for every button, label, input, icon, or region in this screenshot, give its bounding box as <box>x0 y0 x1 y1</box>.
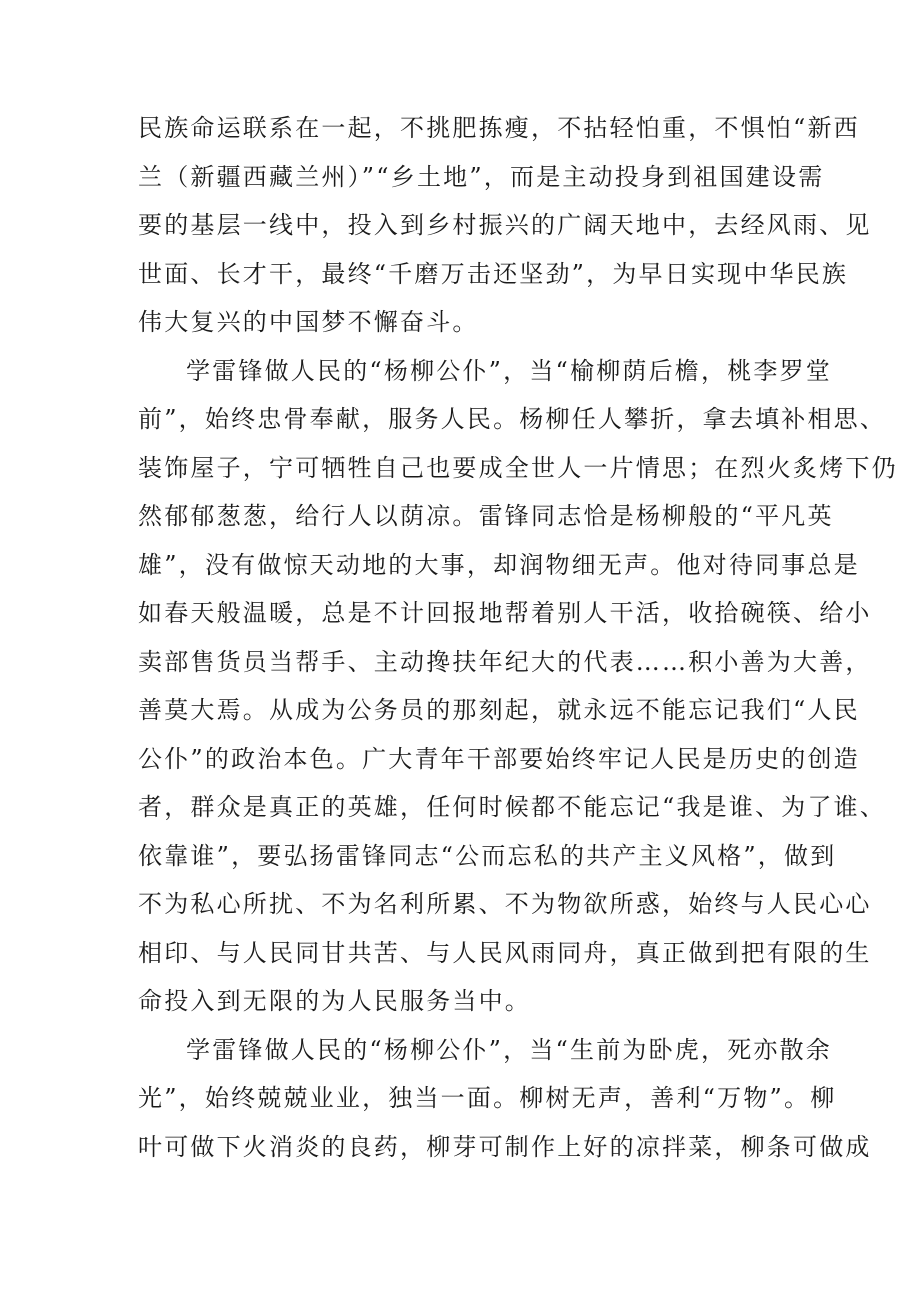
text-line: 要的基层一线中，投入到乡村振兴的广阔天地中，去经风雨、见 <box>138 211 872 239</box>
text-line: 学雷锋做人民的“杨柳公仆”，当“榆柳荫后檐，桃李罗堂 <box>186 356 833 385</box>
text-line: 世面、长才干，最终“千磨万击还坚劲”，为早日实现中华民族 <box>138 259 849 288</box>
text-line: 装饰屋子，宁可牺牲自己也要成全世人一片情思；在烈火炙烤下仍 <box>138 453 898 482</box>
paragraph-3 <box>138 1026 872 1172</box>
text-line: 公仆”的政治本色。广大青年干部要始终牢记人民是历史的创造 <box>138 744 860 773</box>
document-body <box>138 104 898 1171</box>
text-line: 学雷锋做人民的“杨柳公仆”，当“生前为卧虎，死亦散余 <box>186 1035 833 1064</box>
text-line: 雄”，没有做惊天动地的大事，却润物细无声。他对待同事总是 <box>138 550 860 579</box>
text-line: 者，群众是真正的英雄，任何时候都不能忘记“我是谁、为了谁、 <box>138 793 887 821</box>
text-line: 然郁郁葱葱，给行人以荫凉。雷锋同志恰是杨柳般的“平凡英 <box>138 502 834 530</box>
text-line: 兰（新疆西藏兰州）”“乡土地”，而是主动投身到祖国建设需 <box>138 162 825 191</box>
text-line: 前”，始终忠骨奉献，服务人民。杨柳任人攀折，拿去填补相思、 <box>138 405 887 433</box>
text-line: 伟大复兴的中国梦不懈奋斗。 <box>138 308 479 336</box>
text-line: 卖部售货员当帮手、主动搀扶年纪大的代表……积小善为大善， <box>138 647 872 676</box>
text-line: 不为私心所扰、不为名利所累、不为物欲所惑，始终与人民心心 <box>138 890 872 918</box>
text-line: 依靠谁”，要弘扬雷锋同志“公而忘私的共产主义风格”，做到 <box>138 841 837 870</box>
text-line: 如春天般温暖，总是不计回报地帮着别人干活，收拾碗筷、给小 <box>138 599 872 627</box>
text-line: 光”，始终兢兢业业，独当一面。柳树无声，善利“万物”。柳 <box>138 1084 837 1112</box>
text-line: 命投入到无限的为人民服务当中。 <box>138 987 531 1015</box>
text-line: 相印、与人民同甘共苦、与人民风雨同舟，真正做到把有限的生 <box>138 938 872 967</box>
text-line: 民族命运联系在一起，不挑肥拣瘦，不拈轻怕重，不惧怕“新西 <box>138 114 860 142</box>
text-line: 善莫大焉。从成为公务员的那刻起，就永远不能忘记我们“人民 <box>138 696 860 724</box>
paragraph-1 <box>138 104 872 347</box>
paragraph-2 <box>138 347 898 1026</box>
text-line: 叶可做下火消炎的良药，柳芽可制作上好的凉拌菜，柳条可做成 <box>138 1132 872 1161</box>
